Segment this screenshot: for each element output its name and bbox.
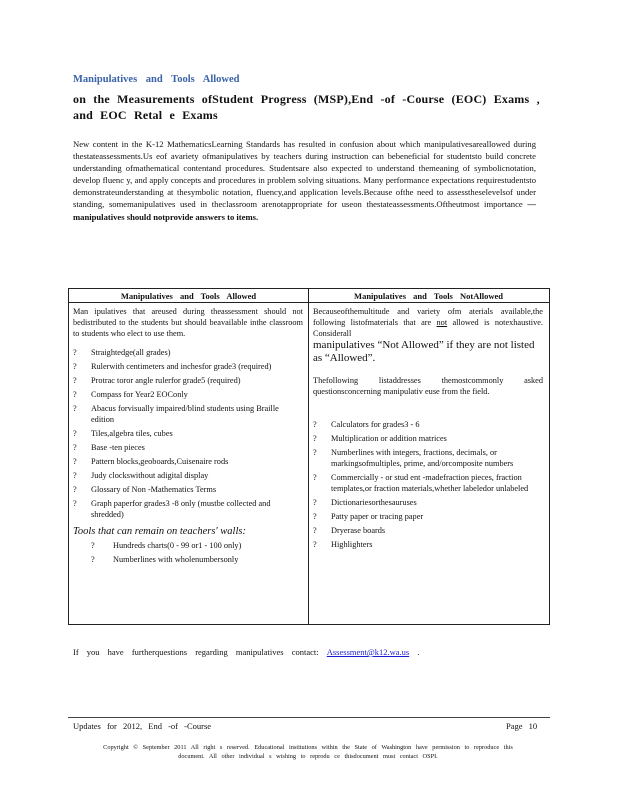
not-allowed-intro-post: allowed is notexhaustive. Considerall <box>313 318 543 338</box>
not-allowed-item-text: Dryerase boards <box>331 526 386 535</box>
allowed-item <box>73 389 303 400</box>
allowed-item <box>73 361 303 372</box>
page-title-line-1: on the Measurements ofStudent Progress (MSP),End -of -Course (EOC) Exams , <box>73 92 540 106</box>
bullet-icon: ? <box>313 420 317 429</box>
allowed-item-text: Pattern blocks,geoboards,Cuisenaire rods <box>91 457 229 466</box>
page-title <box>73 91 553 123</box>
bullet-icon: ? <box>73 348 77 357</box>
allowed-intro: Man ipulatives that areused during theassessment should not bedistributed to the students but should beavailable inthe classroom to students who elect to use them. <box>73 307 303 338</box>
manipulatives-table <box>68 288 550 625</box>
intro-text: New content in the K-12 MathematicsLearning Standards has resulted in confusion about which manipulativesareallowed during thestateassessments.Us eof avariety ofmanipulatives by teachers during instruction can bebeneficial for studentsto build concrete understanding ofmathematical contentand procedures. Studentsare also expected to understand themeaning of symbolicnotation, develop fluenc y, and apply concepts and procedures in problem solving situations. Many performance expectations requirestudentsto demonstrateunderstanding at thesymbolic notation, fluency,and application levels.Because ofthe need to assesstheselevelsof under standing, somemanipulatives used in theclassroom arenotappropriate for useon thestateassessments.Oftheutmost importance <box>73 139 536 210</box>
not-allowed-intro-not: not <box>436 318 448 327</box>
not-allowed-intro <box>313 306 543 339</box>
section-title: Manipulatives and Tools Allowed <box>73 74 240 85</box>
bullet-icon: ? <box>313 526 317 535</box>
spacer <box>313 405 543 419</box>
allowed-item <box>73 347 303 358</box>
allowed-item <box>73 498 303 520</box>
allowed-item-text: Judy clockswithout adigital display <box>91 471 209 480</box>
bullet-icon: ? <box>73 457 77 466</box>
allowed-item-text: Graph paperfor grades3 -8 only (mustbe collected and shredded) <box>91 499 271 519</box>
not-allowed-item-text: Highlighters <box>331 540 373 549</box>
bullet-icon: ? <box>313 473 317 482</box>
not-allowed-list <box>313 419 543 550</box>
allowed-column <box>73 306 303 568</box>
not-allowed-item-text: Numberlines with integers, fractions, decimals, or markingsofmultiples, prime, and/orcomposite numbers <box>331 448 514 468</box>
allowed-item-text: Protrac toror angle rulerfor grade5 (required) <box>91 376 241 385</box>
bullet-icon: ? <box>73 362 77 371</box>
not-allowed-field-note: Thefollowing listaddresses themostcommonly asked questionsconcerning manipulativ euse from the field. <box>313 376 543 396</box>
contact-text: If you have furtherquestions regarding manipulatives contact: <box>73 647 319 657</box>
page-title-line-2: and EOC Retal e Exams <box>73 108 218 122</box>
allowed-item <box>73 375 303 386</box>
not-allowed-item <box>313 472 543 494</box>
footer-divider <box>68 717 550 718</box>
column-divider <box>308 289 309 624</box>
allowed-item-text: Compass for Year2 EOConly <box>91 390 188 399</box>
wall-tools-list <box>73 540 303 565</box>
not-allowed-item <box>313 433 543 444</box>
not-allowed-item <box>313 511 543 522</box>
not-allowed-intro-pre: Becauseofthemultitude and variety ofm aterials available,the following listofmaterials that are <box>313 307 543 327</box>
wall-tool-item <box>73 540 303 551</box>
allowed-item <box>73 442 303 453</box>
allowed-item <box>73 428 303 439</box>
wall-tools-heading: Tools that can remain on teachers' walls: <box>73 526 246 537</box>
allowed-column-header: Manipulatives and Tools Allowed <box>120 291 257 301</box>
allowed-list <box>73 347 303 520</box>
wall-tool-item-text: Hundreds charts(0 - 99 or1 - 100 only) <box>113 541 242 550</box>
not-allowed-column <box>313 306 543 553</box>
intro-paragraph <box>73 138 536 223</box>
allowed-item <box>73 403 303 425</box>
bullet-icon: ? <box>73 404 77 413</box>
not-allowed-item-text: Multiplication or addition matrices <box>331 434 447 443</box>
allowed-item-text: Tiles,algebra tiles, cubes <box>91 429 173 438</box>
not-allowed-column-header: Manipulatives and Tools NotAllowed <box>354 291 503 301</box>
not-allowed-item-text: Patty paper or tracing paper <box>331 512 424 521</box>
allowed-item-text: Abacus forvisually impaired/blind students using Braille edition <box>91 404 279 424</box>
header-divider <box>69 302 549 303</box>
bullet-icon: ? <box>73 471 77 480</box>
allowed-item <box>73 456 303 467</box>
not-allowed-item <box>313 539 543 550</box>
allowed-item <box>73 470 303 481</box>
bullet-icon: ? <box>91 555 95 564</box>
bullet-icon: ? <box>313 434 317 443</box>
not-allowed-item <box>313 419 543 430</box>
not-allowed-item-text: Calculators for grades3 - 6 <box>331 420 420 429</box>
copyright-notice <box>73 743 543 761</box>
wall-tool-item-text: Numberlines with wholenumbersonly <box>113 555 239 564</box>
wall-tool-item <box>73 554 303 565</box>
not-allowed-item <box>313 497 543 508</box>
bullet-icon: ? <box>313 512 317 521</box>
allowed-item-text: Base -ten pieces <box>91 443 145 452</box>
bullet-icon: ? <box>73 443 77 452</box>
bullet-icon: ? <box>313 498 317 507</box>
bullet-icon: ? <box>313 540 317 549</box>
contact-email-link[interactable]: Assessment@k12.wa.us <box>326 647 410 657</box>
copyright-line-2: document. All other individual s wishing to reprodu ce thisdocument must contact OSPI. <box>178 753 438 760</box>
not-allowed-item-text: Commercially - or stud ent -madefraction pieces, fraction templates,or fraction materials,whether labeledor unlabeled <box>331 473 529 493</box>
bullet-icon: ? <box>73 390 77 399</box>
allowed-item-text: Glossary of Non -Mathematics Terms <box>91 485 217 494</box>
footer-title: Updates for 2012, End -of -Course <box>73 721 212 731</box>
not-allowed-rule: manipulatives “Not Allowed” if they are not listed as “Allowed”. <box>313 339 535 364</box>
allowed-item-text: Straightedge(all grades) <box>91 348 171 357</box>
not-allowed-item <box>313 447 543 469</box>
not-allowed-item-text: Dictionariesorthesauruses <box>331 498 417 507</box>
bullet-icon: ? <box>313 448 317 457</box>
bullet-icon: ? <box>73 429 77 438</box>
contact-trail: . <box>417 647 420 657</box>
contact-line <box>73 647 419 657</box>
copyright-line-1: Copyright © September 2011 All right s reserved. Educational institutions within the State of Washington have permission to reproduce this <box>103 744 513 751</box>
bullet-icon: ? <box>73 485 77 494</box>
bullet-icon: ? <box>73 499 77 508</box>
intro-emphasis: —manipulatives should notprovide answers to items. <box>73 199 536 222</box>
allowed-item-text: Rulerwith centimeters and inchesfor grade3 (required) <box>91 362 272 371</box>
not-allowed-item <box>313 525 543 536</box>
allowed-item <box>73 484 303 495</box>
bullet-icon: ? <box>91 541 95 550</box>
page-number: Page 10 <box>506 721 538 731</box>
bullet-icon: ? <box>73 376 77 385</box>
